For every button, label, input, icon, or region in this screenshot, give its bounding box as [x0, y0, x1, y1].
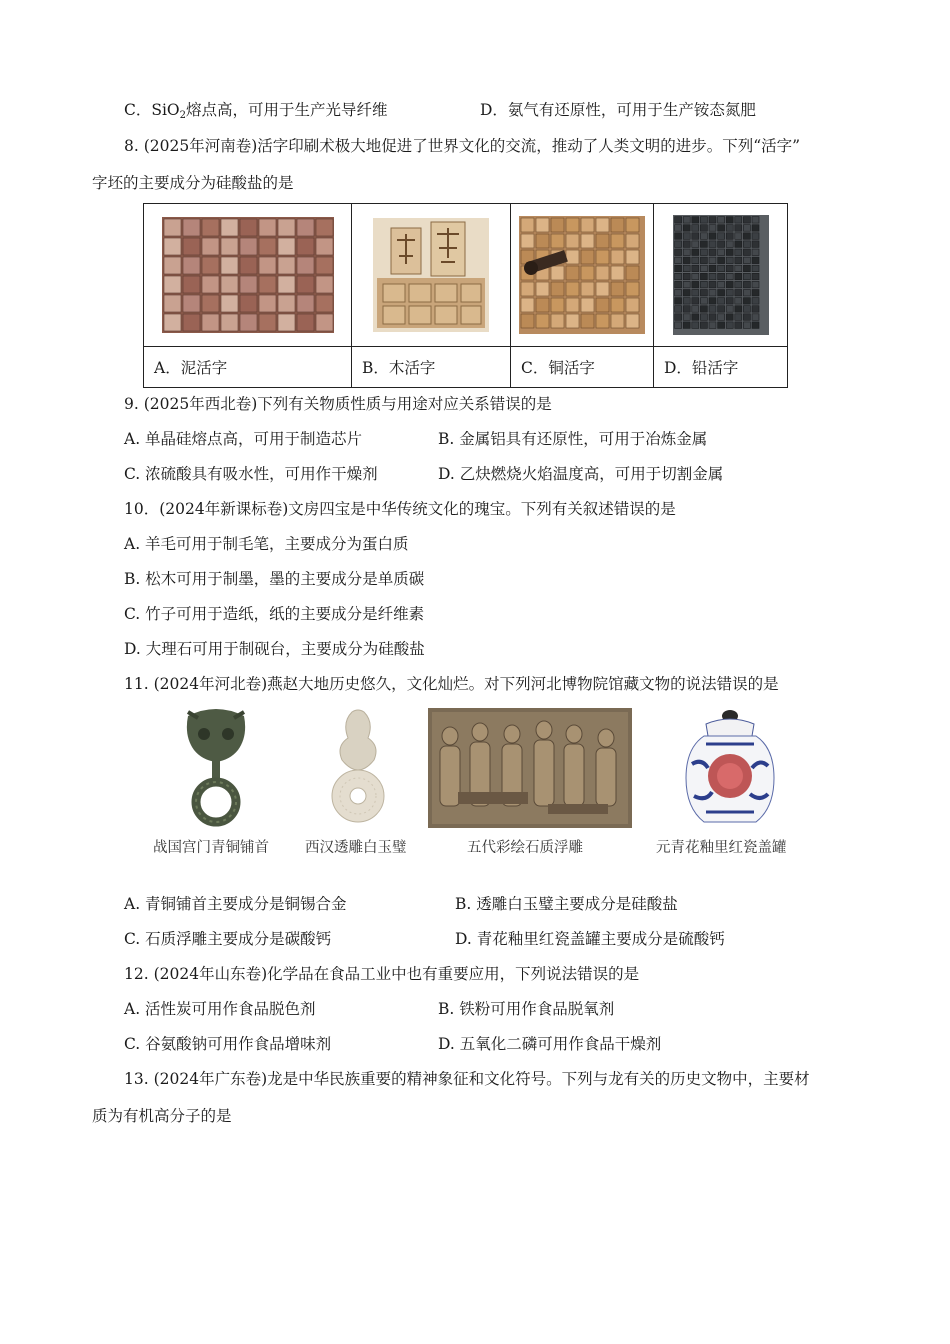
- q8-stem-line2: 字坯的主要成分为硅酸盐的是: [92, 174, 294, 192]
- q12-option-b: B. 铁粉可用作食品脱氧剂: [438, 1000, 615, 1018]
- q13-stem-line1: 13. (2024年广东卷)龙是中华民族重要的精神象征和文化符号。下列与龙有关的历史文物中，主要材: [124, 1070, 810, 1088]
- q9-option-b: B. 金属铝具有还原性，可用于冶炼金属: [438, 430, 708, 448]
- q8-option-a: A．泥活字: [144, 347, 352, 388]
- q8-option-c: C．铜活字: [511, 347, 654, 388]
- q13-stem-line2: 质为有机高分子的是: [92, 1107, 232, 1125]
- bronze-door-knocker-image: [180, 708, 252, 828]
- q9-option-d: D. 乙炔燃烧火焰温度高，可用于切割金属: [438, 465, 724, 483]
- q10-option-a: A. 羊毛可用于制毛笔，主要成分为蛋白质: [124, 535, 409, 553]
- wood-type-image-cell: [352, 204, 511, 347]
- q7-option-c: C．SiO$_2$熔点高，可用于生产光导纤维: [124, 101, 388, 121]
- q8-option-d: D．铅活字: [654, 347, 788, 388]
- q11-option-c: C. 石质浮雕主要成分是碳酸钙: [124, 930, 332, 948]
- blue-white-porcelain-jar-image: [684, 708, 776, 828]
- q11-option-b: B. 透雕白玉璧主要成分是硅酸盐: [455, 895, 678, 913]
- q11-option-d: D. 青花釉里红瓷盖罐主要成分是硫酸钙: [455, 930, 725, 948]
- q12-option-a: A. 活性炭可用作食品脱色剂: [124, 1000, 316, 1018]
- relic-caption-jade-disc: 西汉透雕白玉璧: [305, 840, 407, 856]
- q12-option-c: C. 谷氨酸钠可用作食品增味剂: [124, 1035, 332, 1053]
- q8-option-b: B．木活字: [352, 347, 511, 388]
- q9-option-a: A. 单晶硅熔点高，可用于制造芯片: [124, 430, 363, 448]
- relic-caption-porcelain-jar: 元青花釉里红瓷盖罐: [656, 840, 787, 856]
- clay-type-image: [162, 217, 334, 333]
- q8-options-table: [143, 203, 788, 388]
- q12-stem: 12. (2024年山东卷)化学品在食品工业中也有重要应用，下列说法错误的是: [124, 965, 640, 983]
- copper-type-image-cell: [511, 204, 654, 347]
- q9-option-c: C. 浓硫酸具有吸水性，可用作干燥剂: [124, 465, 378, 483]
- q8-stem-line1: 8. (2025年河南卷)活字印刷术极大地促进了世界文化的交流，推动了人类文明的进步。下列“活字”: [124, 137, 801, 155]
- q7-option-d: D．氨气有还原性，可用于生产铵态氮肥: [480, 101, 756, 119]
- q9-stem: 9. (2025年西北卷)下列有关物质性质与用途对应关系错误的是: [124, 395, 552, 413]
- relic-caption-bronze-knocker: 战国宫门青铜铺首: [153, 840, 269, 856]
- copper-type-image: [519, 216, 645, 334]
- q11-option-a: A. 青铜铺首主要成分是铜锡合金: [124, 895, 347, 913]
- q11-stem: 11. (2024年河北卷)燕赵大地历史悠久，文化灿烂。对下列河北博物院馆藏文物的说法错误的是: [124, 675, 779, 693]
- wood-type-image: [373, 218, 489, 332]
- clay-type-image-cell: [144, 204, 352, 347]
- q10-option-b: B. 松木可用于制墨，墨的主要成分是单质碳: [124, 570, 425, 588]
- painted-stone-relief-image: [428, 708, 632, 828]
- lead-type-image: [673, 215, 769, 335]
- white-jade-bi-disc-image: [328, 708, 388, 828]
- relic-caption-stone-relief: 五代彩绘石质浮雕: [467, 840, 583, 856]
- q10-option-d: D. 大理石可用于制砚台，主要成分为硅酸盐: [124, 640, 425, 658]
- q12-option-d: D. 五氧化二磷可用作食品干燥剂: [438, 1035, 662, 1053]
- q10-stem: 10．(2024年新课标卷)文房四宝是中华传统文化的瑰宝。下列有关叙述错误的是: [124, 500, 676, 518]
- lead-type-image-cell: [654, 204, 788, 347]
- q10-option-c: C. 竹子可用于造纸，纸的主要成分是纤维素: [124, 605, 425, 623]
